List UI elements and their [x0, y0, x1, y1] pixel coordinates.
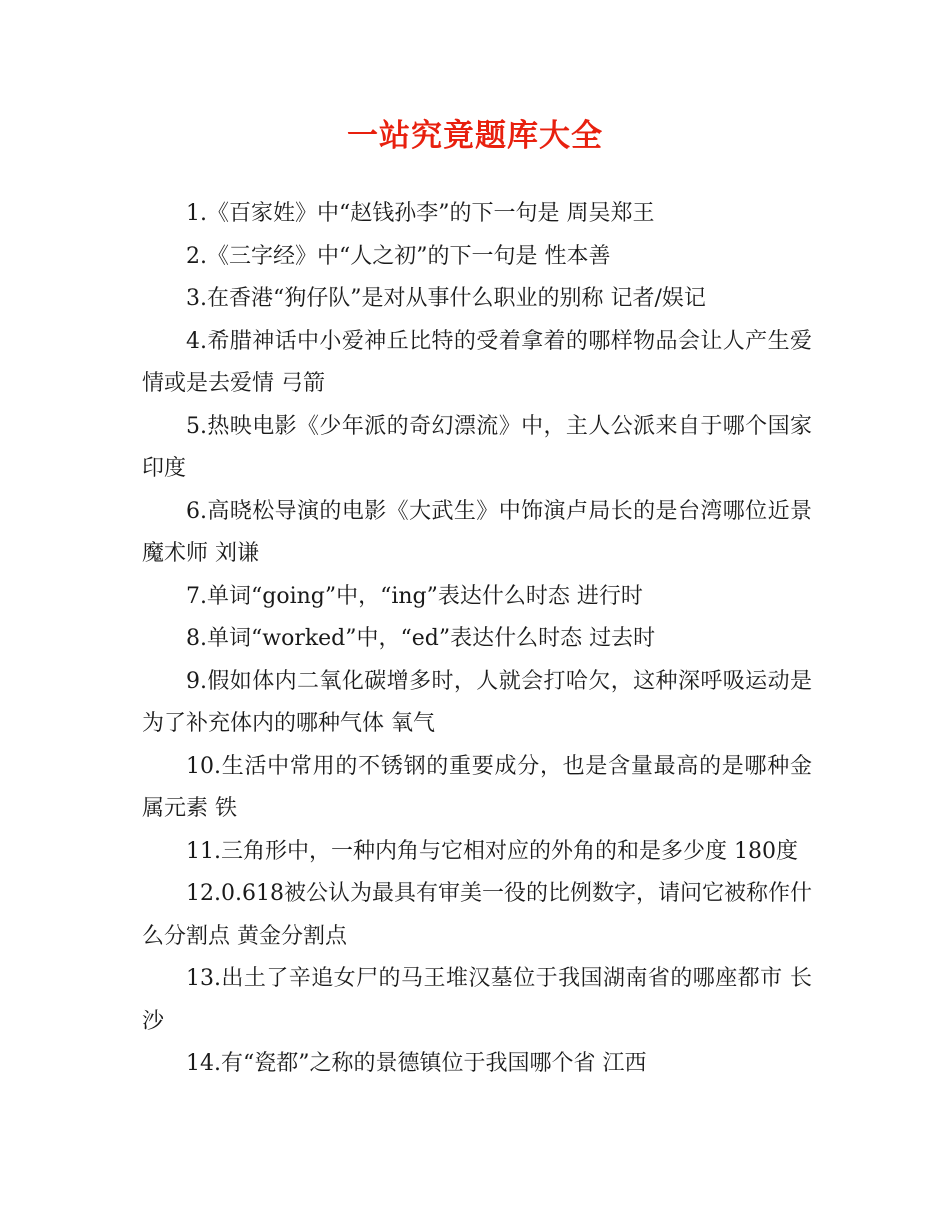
question-item-1: 1.《百家姓》中“赵钱孙李”的下一句是 周吴郑王	[186, 201, 655, 226]
question-item-3: 3.在香港“狗仔队”是对从事什么职业的别称 记者/娱记	[186, 286, 706, 311]
page-title: 一站究竟题库大全	[347, 118, 603, 154]
question-item-13: 13.出土了辛追女尸的马王堆汉墓位于我国湖南省的哪座都市 长沙	[142, 966, 812, 1034]
question-item-12: 12.0.618被公认为最具有审美一役的比例数字，请问它被称作什么分割点 黄金分割点	[142, 881, 812, 949]
question-item-8: 8.单词“worked”中，“ed”表达什么时态 过去时	[186, 626, 656, 651]
question-list	[142, 193, 812, 1086]
question-item-14: 14.有“瓷都”之称的景德镇位于我国哪个省 江西	[186, 1051, 647, 1076]
question-item-11: 11.三角形中，一种内角与它相对应的外角的和是多少度 180度	[186, 838, 798, 864]
question-item-6: 6.高晓松导演的电影《大武生》中饰演卢局长的是台湾哪位近景魔术师 刘谦	[142, 498, 812, 566]
question-item-9: 9.假如体内二氧化碳增多时，人就会打哈欠，这种深呼吸运动是为了补充体内的哪种气体 氧气	[142, 668, 812, 736]
question-item-5: 5.热映电影《少年派的奇幻漂流》中，主人公派来自于哪个国家 印度	[142, 413, 812, 481]
question-item-4: 4.希腊神话中小爱神丘比特的受着拿着的哪样物品会让人产生爱情或是去爱情 弓箭	[142, 328, 812, 396]
question-item-7: 7.单词“going”中，“ing”表达什么时态 进行时	[186, 583, 643, 609]
question-item-10: 10.生活中常用的不锈钢的重要成分，也是含量最高的是哪种金属元素 铁	[142, 753, 812, 821]
question-item-2: 2.《三字经》中“人之初”的下一句是 性本善	[186, 243, 611, 269]
